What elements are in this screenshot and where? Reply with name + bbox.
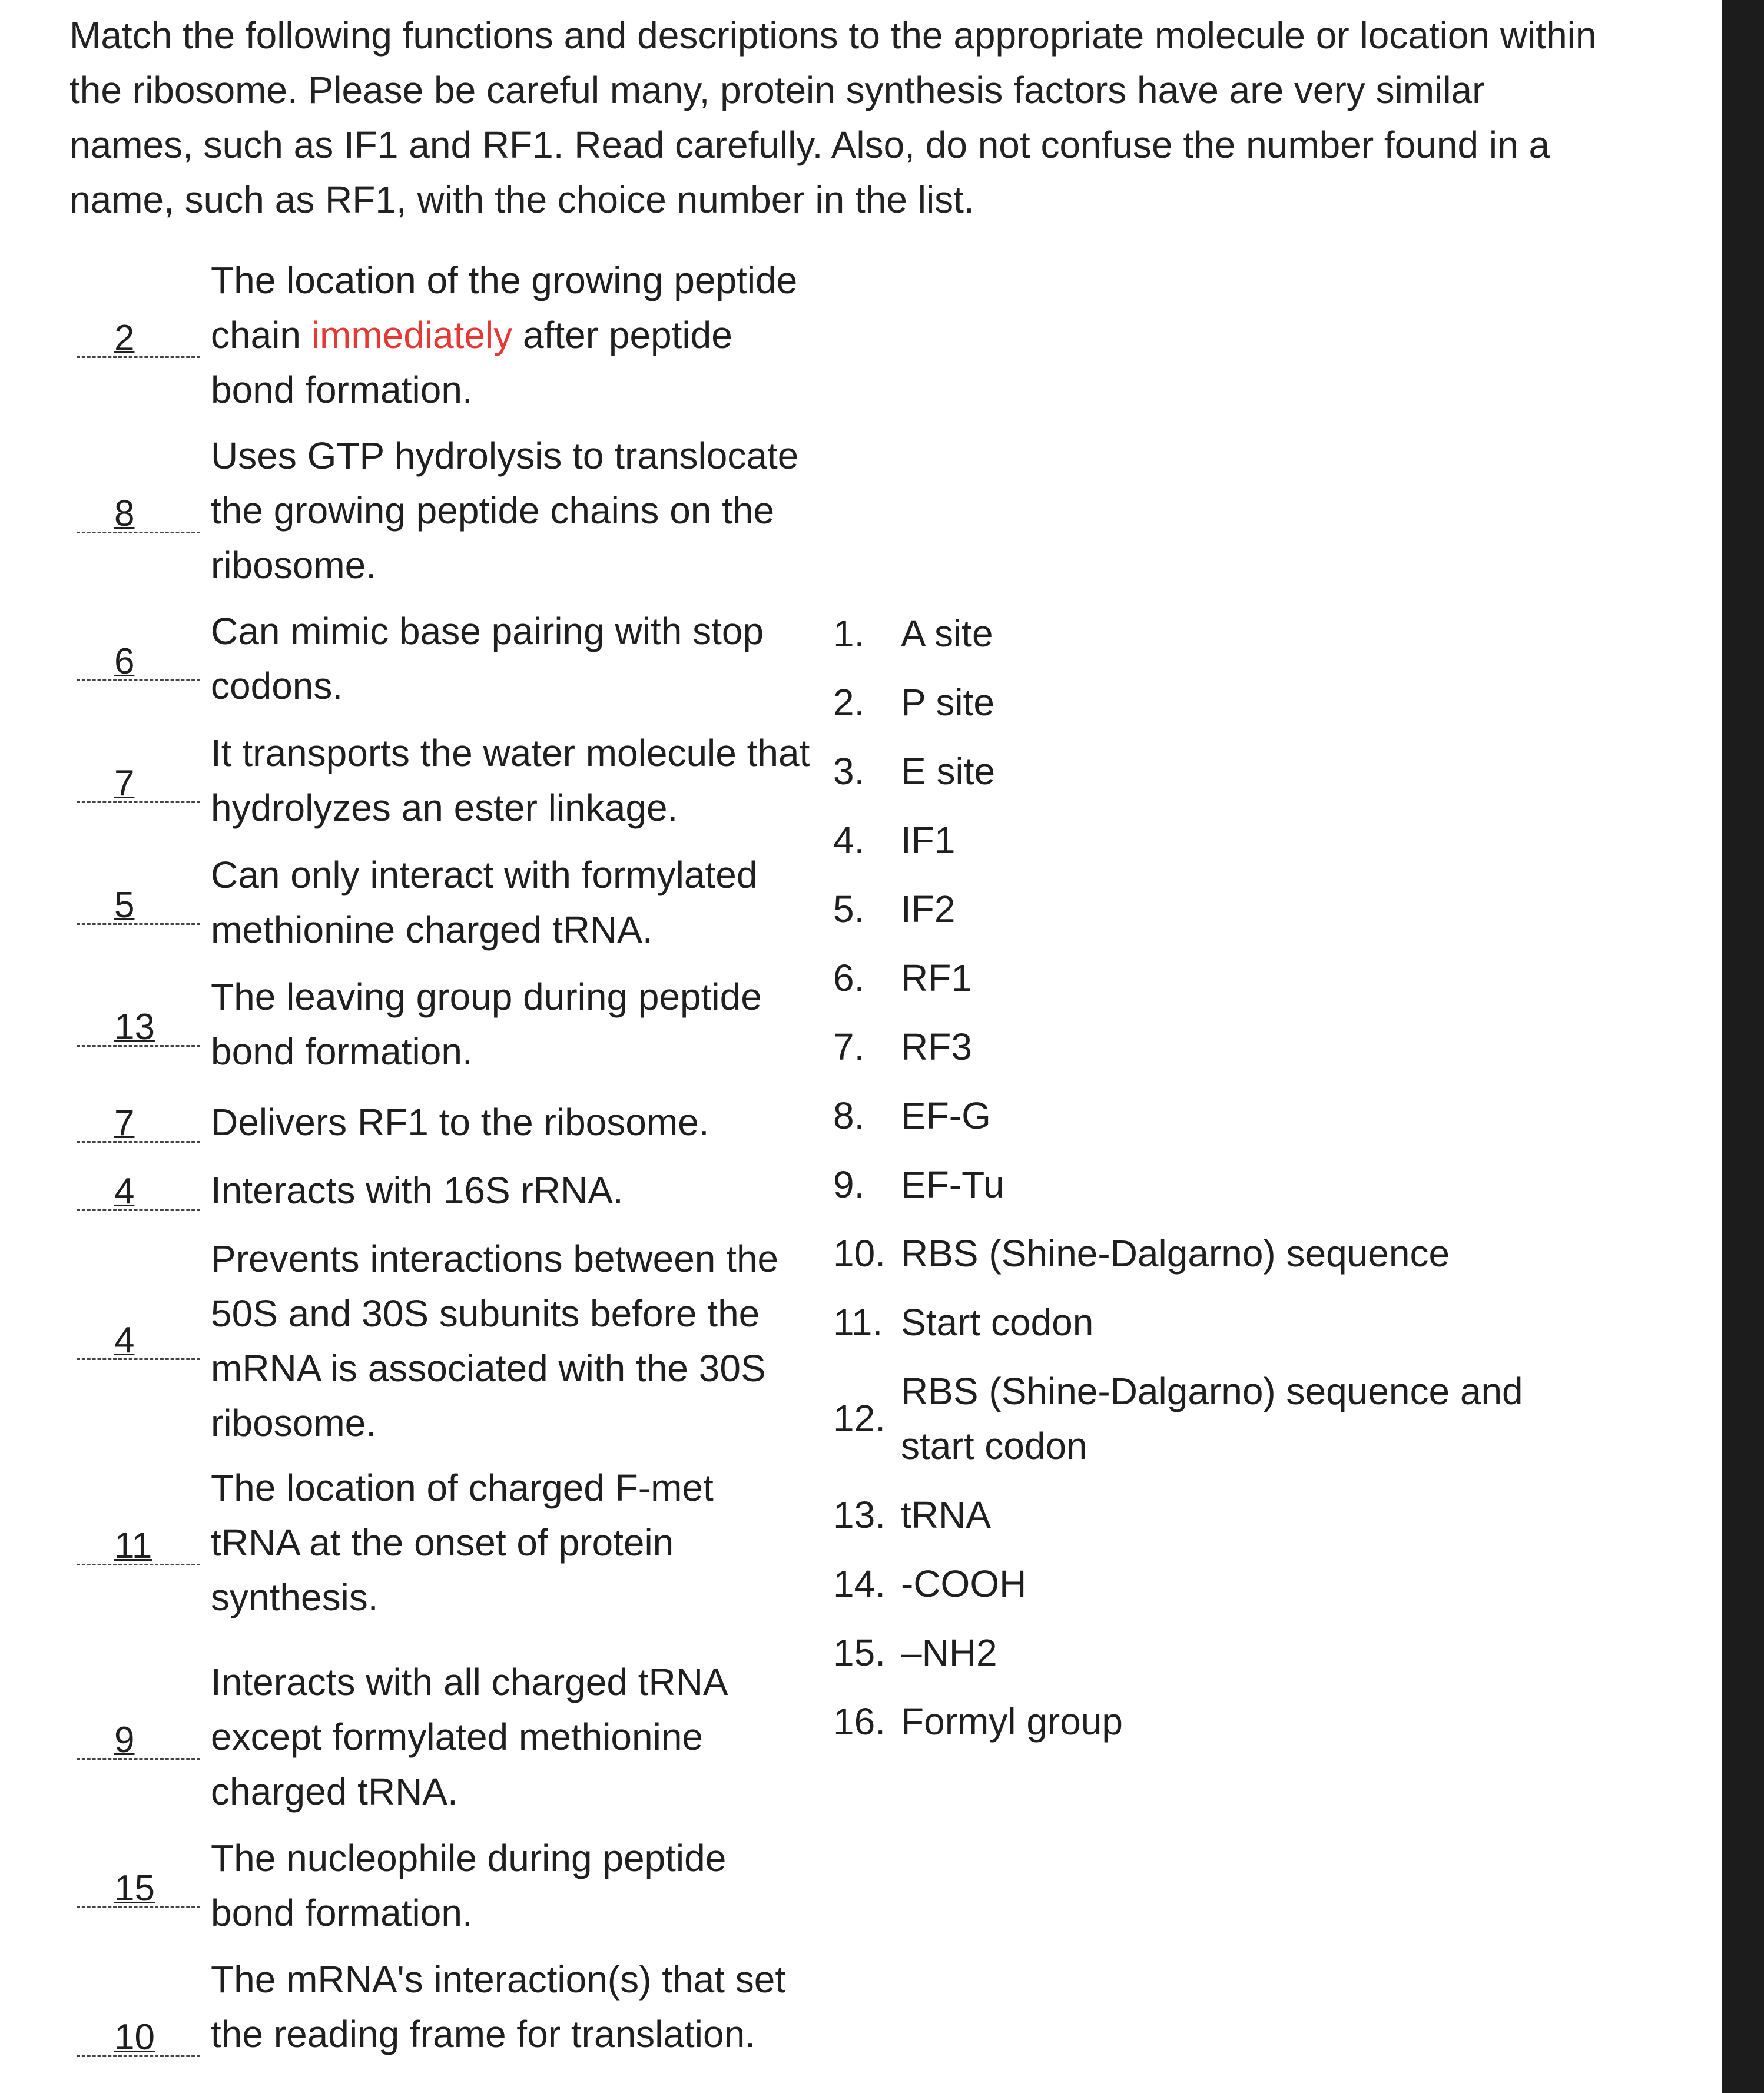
question-text: Uses GTP hydrolysis to translocate the growing peptide chains on the ribosome.: [211, 434, 799, 586]
answer-blank[interactable]: [77, 1171, 200, 1212]
answer-blank[interactable]: [77, 1868, 200, 1909]
answer-blank[interactable]: [77, 2017, 200, 2058]
answer-blank[interactable]: [77, 1525, 200, 1566]
document-page: Match the following functions and descriptions to the appropriate molecule or location within the ribosome. Please be careful many, protein synthesis factors have are very similar names, such as IF1 and RF1. Read carefully. Also, do not confuse the number found in a name, such as RF1, with the choice number in the list. 2 The location of the growing peptide chain immediately after peptide bond formation. 8 Uses GTP hydrolysis to translocate the growing peptide chains on the ribosome. 6 Can mimic base pairing with stop codons. 7 It transports the water molecule that hydrolyzes an ester linkage. 5 Can only interact with formylated methionine charged tRNA. 13 The leaving group during peptide bond formation. 7 Delivers RF1 to the ribosome. 4 Interacts with 16S rRNA. 4 Prevents interactions between the 50S and 30S subunits before the mRNA is associated with the 30S ribosome. 11 The location of charged F-met tRNA at the onset of protein synthesis. 9 Interacts with all charged tRNA except formylated methionine charged tRNA. 15 The nucleophile during peptide bond formation. 10 The mRNA's interaction(s) that set the reading frame for translation. 1. A site 2. P site 3. E site 4. IF1 5. IF2 6. RF1 7. RF3 8. EF-G 9. EF-Tu 10. RBS (Shine-Dalgarno) sequence 11. Start codon 12. RBS (Shine-Dalgarno) sequence and start codon 13. tRNA 14. -COOH 15. –NH2 16. Formyl group: [0, 0, 1722, 2093]
question-text: It transports the water molecule that hydrolyzes an ester linkage.: [211, 732, 810, 829]
question-text: Interacts with all charged tRNA except formylated methionine charged tRNA.: [211, 1661, 727, 1813]
question-text: The location of the growing peptide chain immediately after peptide bond formation.: [211, 259, 798, 411]
question-text: The nucleophile during peptide bond formation.: [211, 1837, 727, 1934]
answer-blank[interactable]: [77, 1320, 200, 1361]
answer-value: 10: [114, 2017, 155, 2058]
answer-value: 6: [114, 641, 135, 682]
instructions-text: Match the following functions and descriptions to the appropriate molecule or location within the ribosome. Please be careful many, protein synthesis factors have are very similar names, such as IF1 and RF1. Read carefully. Also, do not confuse the number found in a name, such as RF1, with the choice number in the list.: [69, 14, 1597, 221]
answer-value: 4: [114, 1320, 135, 1361]
answer-value: 9: [114, 1720, 135, 1760]
emphasis-word: immediately: [311, 314, 513, 356]
answer-value: 5: [114, 885, 135, 926]
answer-value: 11: [114, 1525, 152, 1566]
question-text: The mRNA's interaction(s) that set the reading frame for translation.: [211, 1958, 786, 2055]
answer-blank[interactable]: [77, 1103, 200, 1143]
answer-value: 15: [114, 1868, 155, 1909]
answer-blank[interactable]: [77, 641, 200, 682]
answer-value: 7: [114, 763, 135, 804]
scrollbar-track[interactable]: [1722, 0, 1764, 2093]
answer-value: 2: [114, 318, 135, 359]
question-text: The leaving group during peptide bond formation.: [211, 976, 762, 1073]
answer-value: 4: [114, 1171, 135, 1212]
answer-value: 7: [114, 1103, 135, 1143]
answer-blank[interactable]: [77, 885, 200, 926]
answer-value: 13: [114, 1007, 155, 1047]
answer-blank[interactable]: [77, 493, 200, 534]
question-text: Prevents interactions between the 50S and 30S subunits before the mRNA is associated with the 30S ribosome.: [211, 1238, 779, 1444]
question-text: Can mimic base pairing with stop codons.: [211, 610, 764, 707]
question-text: The location of charged F-met tRNA at the onset of protein synthesis.: [211, 1467, 714, 1618]
answer-value: 8: [114, 493, 135, 534]
question-text: Delivers RF1 to the ribosome.: [211, 1101, 709, 1143]
question-text: Interacts with 16S rRNA.: [211, 1169, 624, 1212]
answer-blank[interactable]: [77, 1007, 200, 1047]
answer-blank[interactable]: [77, 318, 200, 359]
answer-blank[interactable]: [77, 763, 200, 804]
instructions-paragraph: [69, 8, 1612, 227]
answer-blank[interactable]: [77, 1720, 200, 1760]
question-text: Can only interact with formylated methionine charged tRNA.: [211, 854, 758, 951]
